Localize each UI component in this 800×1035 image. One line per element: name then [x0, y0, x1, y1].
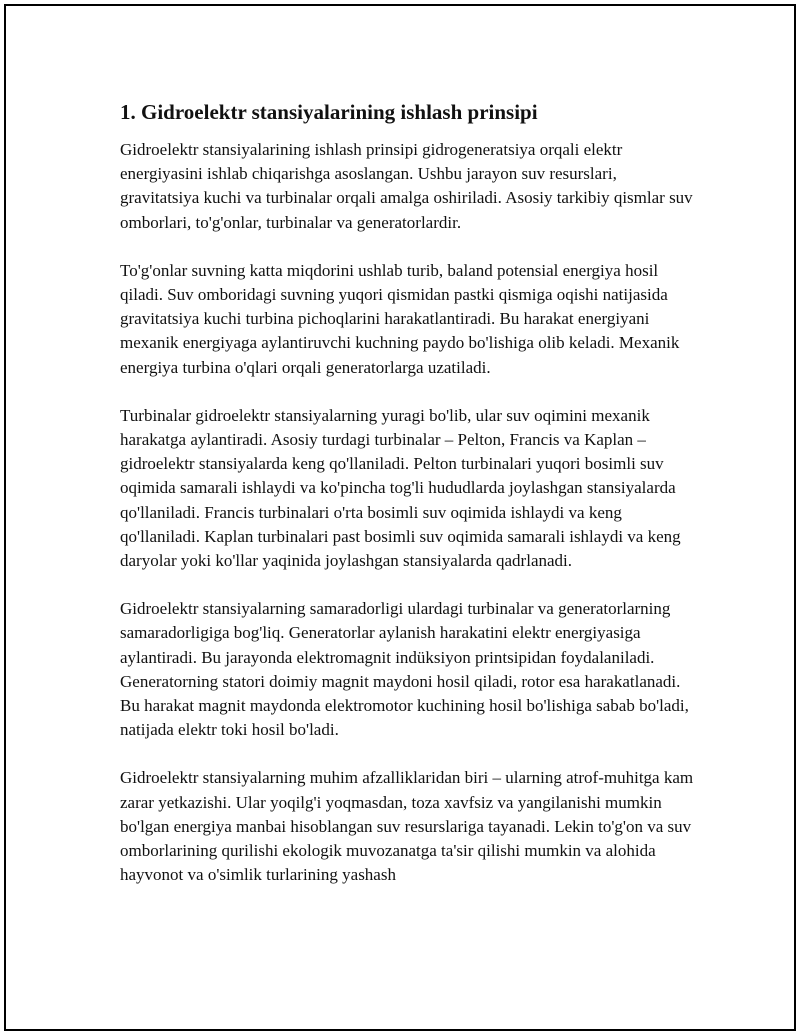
paragraph-5: Gidroelektr stansiyalarning muhim afzalliklaridan biri – ularning atrof-muhitga kam zarar yetkazishi. Ular yoqilg'i yoqmasdan, toza xavfsiz va yangilanishi mumkin bo'lgan energiya manbai hisoblangan suv resurslariga tayanadi. Lekin to'g'on va suv omborlarining qurilishi ekologik muvozanatga ta'sir qilishi mumkin va alohida hayvonot va o'simlik turlarining yashash: [120, 768, 694, 885]
paragraph-3: Turbinalar gidroelektr stansiyalarning yuragi bo'lib, ular suv oqimini mexanik harakatga aylantiradi. Asosiy turdagi turbinalar – Pelton, Francis va Kaplan – gidroelektr stansiyalarda keng qo'llaniladi. Pelton turbinalari yuqori bosimli suv oqimida samarali ishlaydi va ko'pincha tog'li hududlarda joylashgan stansiyalarda qo'llaniladi. Francis turbinalari o'rta bosimli suv oqimida ishlaydi va keng qo'llaniladi. Kaplan turbinalari past bosimli suv oqimida samarali ishlaydi va keng daryolar yoki ko'llar yaqinida joylashgan stansiyalarda qadrlanadi.: [120, 405, 681, 571]
document-page: [4, 4, 796, 1031]
section-heading: 1. Gidroelektr stansiyalarining ishlash prinsipi: [120, 100, 538, 124]
paragraph-2: To'g'onlar suvning katta miqdorini ushlab turib, baland potensial energiya hosil qiladi. Suv omboridagi suvning yuqori qismidan pastki qismiga oqishi natijasida gravitatsiya kuchi turbina pichoqlarini harakatlantiradi. Bu harakat energiyani mexanik energiyaga aylantiruvchi kuchning paydo bo'lishiga olib keladi. Mexanik energiya turbina o'qlari orqali generatorlarga uzatiladi.: [120, 260, 680, 377]
document-body: [120, 98, 698, 911]
paragraph-4: Gidroelektr stansiyalarning samaradorligi ulardagi turbinalar va generatorlarning samaradorligiga bog'liq. Generatorlar aylanish harakatini elektr energiyasiga aylantiradi. Bu jarayonda elektromagnit indüksiyon printsipidan foydalaniladi. Generatorning statori doimiy magnit maydoni hosil qiladi, rotor esa harakatlanadi. Bu harakat magnit maydonda elektromotor kuchining hosil bo'lishiga sabab bo'ladi, natijada elektr toki hosil bo'ladi.: [120, 599, 689, 740]
paragraph-1: Gidroelektr stansiyalarining ishlash prinsipi gidrogeneratsiya orqali elektr energiyasini ishlab chiqarishga asoslangan. Ushbu jarayon suv resurslari, gravitatsiya kuchi va turbinalar orqali amalga oshiriladi. Asosiy tarkibiy qismlar suv omborlari, to'g'onlar, turbinalar va generatorlardir.: [120, 140, 693, 232]
